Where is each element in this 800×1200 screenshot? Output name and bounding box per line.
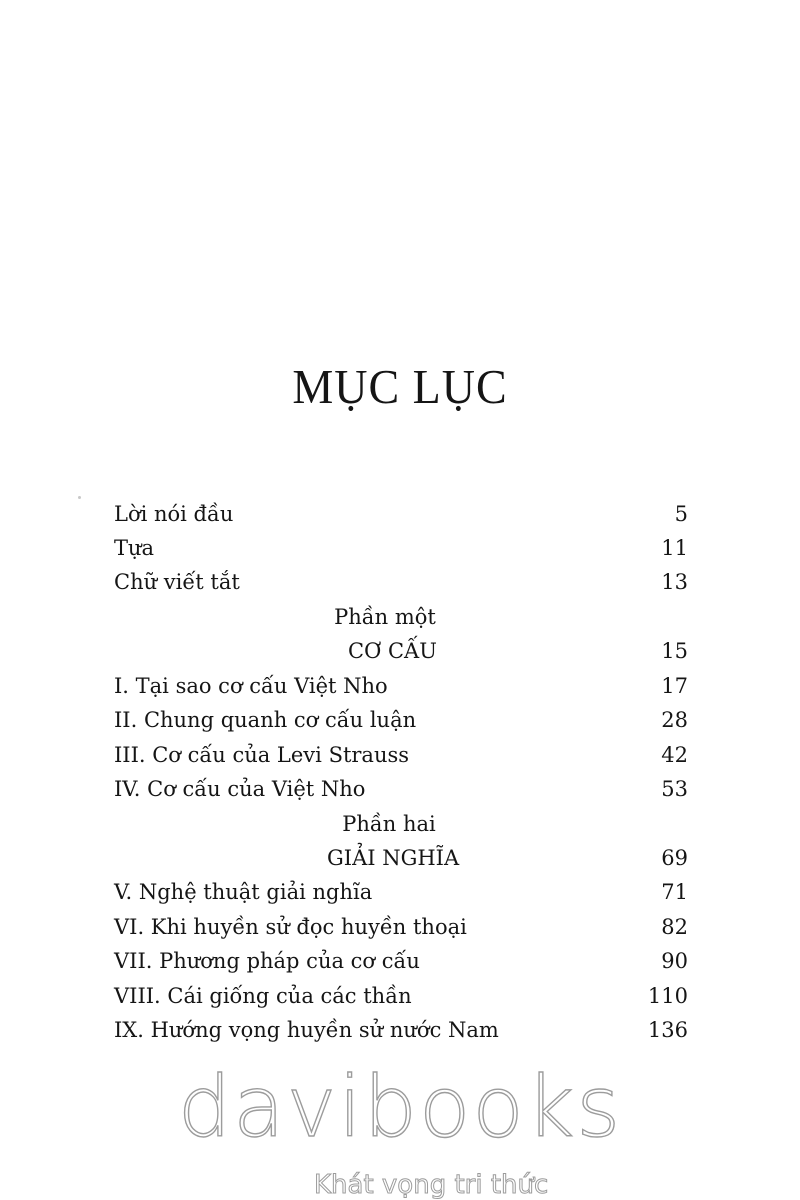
watermark-brand: davibooks bbox=[177, 1058, 623, 1156]
toc-entry-title: II. Chung quanh cơ cấu luận bbox=[114, 708, 417, 732]
toc-entry-title: VI. Khi huyền sử đọc huyền thoại bbox=[114, 915, 467, 939]
toc-entry-part-two[interactable] bbox=[114, 841, 688, 875]
part-two-label: Phần hai bbox=[342, 812, 436, 836]
toc-entry-chapter-2[interactable] bbox=[114, 703, 688, 737]
toc-entry-foreword[interactable] bbox=[114, 531, 688, 565]
toc-entry-page: 90 bbox=[661, 949, 688, 973]
toc-entry-page: 69 bbox=[661, 846, 688, 870]
toc-entry-title: VII. Phương pháp của cơ cấu bbox=[114, 949, 420, 973]
toc-entry-page: 11 bbox=[661, 536, 688, 560]
toc-entry-chapter-9[interactable] bbox=[114, 1013, 688, 1047]
toc-entry-title: IX. Hướng vọng huyền sử nước Nam bbox=[114, 1018, 499, 1042]
toc-entry-page: 15 bbox=[661, 639, 688, 663]
toc-entry-title: Chữ viết tắt bbox=[114, 570, 240, 594]
toc-entry-abbreviations[interactable] bbox=[114, 565, 688, 599]
toc-entry-page: 28 bbox=[661, 708, 688, 732]
toc-entry-title: I. Tại sao cơ cấu Việt Nho bbox=[114, 674, 388, 698]
toc-entry-chapter-3[interactable] bbox=[114, 738, 688, 772]
toc-entry-page: 82 bbox=[661, 915, 688, 939]
toc-entry-chapter-8[interactable] bbox=[114, 979, 688, 1013]
toc-entry-part-one[interactable] bbox=[114, 634, 688, 668]
part-two-heading: GIẢI NGHĨA bbox=[327, 846, 460, 870]
toc-entry-title: III. Cơ cấu của Levi Strauss bbox=[114, 743, 410, 767]
toc-entry-chapter-5[interactable] bbox=[114, 875, 688, 909]
toc-entry-chapter-6[interactable] bbox=[114, 910, 688, 944]
part-one-heading: CƠ CẤU bbox=[348, 639, 437, 663]
toc-entry-page: 42 bbox=[661, 743, 688, 767]
toc-entry-chapter-1[interactable] bbox=[114, 669, 688, 703]
page-title: MỤC LỤC bbox=[292, 359, 508, 414]
toc-entry-title: V. Nghệ thuật giải nghĩa bbox=[114, 880, 373, 904]
toc-entry-chapter-7[interactable] bbox=[114, 944, 688, 978]
toc-entry-page: 53 bbox=[661, 777, 688, 801]
toc-entry-title: Lời nói đầu bbox=[114, 502, 234, 526]
toc-entry-title: VIII. Cái giống của các thần bbox=[114, 984, 412, 1008]
toc-entry-page: 5 bbox=[674, 502, 688, 526]
toc-entry-page: 71 bbox=[661, 880, 688, 904]
toc-entry-title: IV. Cơ cấu của Việt Nho bbox=[114, 777, 366, 801]
watermark bbox=[0, 1058, 800, 1200]
toc-entry-page: 110 bbox=[647, 984, 688, 1008]
toc-entry-page: 136 bbox=[647, 1018, 688, 1042]
watermark-tagline: Khát vọng tri thức bbox=[314, 1170, 549, 1200]
scan-speck bbox=[78, 496, 81, 499]
toc-entry-page: 17 bbox=[661, 674, 688, 698]
toc-entry-preface[interactable] bbox=[114, 497, 688, 531]
toc-entry-chapter-4[interactable] bbox=[114, 772, 688, 806]
toc-entry-page: 13 bbox=[661, 570, 688, 594]
toc-entry-title: Tựa bbox=[114, 536, 155, 560]
part-one-label: Phần một bbox=[334, 605, 436, 629]
